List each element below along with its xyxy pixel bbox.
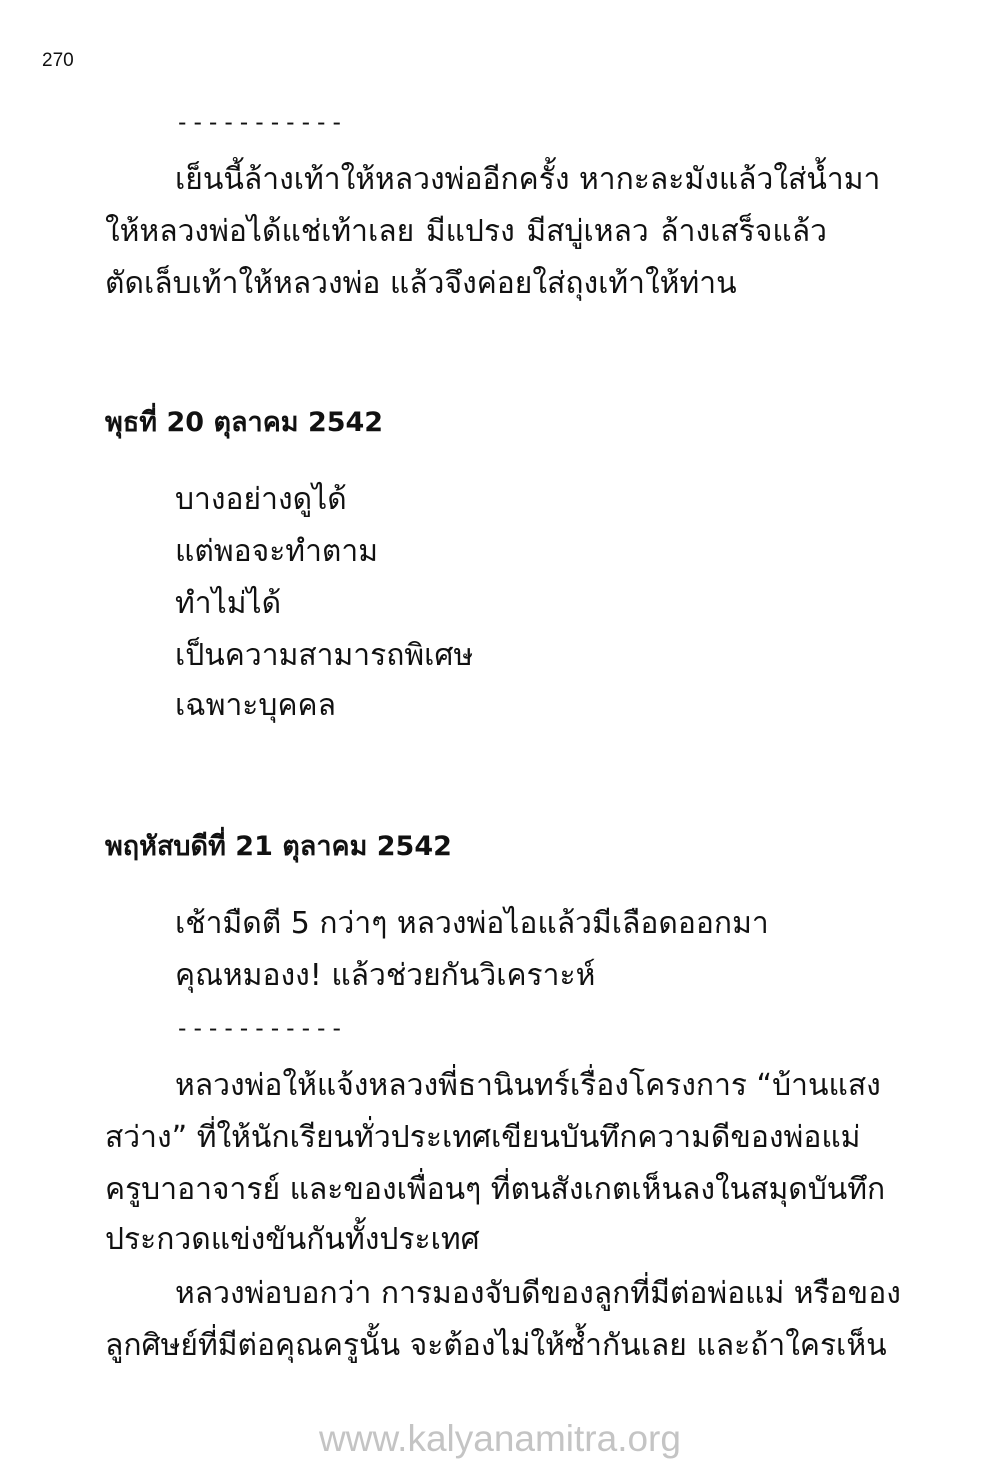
entry-line-1: เช้ามืดตี 5 กว่าๆ หลวงพ่อไอแล้วมีเลือดออกมา <box>175 906 769 941</box>
separator-2: ----------- <box>175 1014 345 1042</box>
page-number: 270 <box>42 50 74 71</box>
website-watermark: www.kalyanamitra.org <box>319 1418 681 1459</box>
para3-line-1: หลวงพ่อให้แจ้งหลวงพี่ธานินทร์เรื่องโครงการ “บ้านแสง <box>175 1068 881 1103</box>
date-heading-2: พฤหัสบดีที่ 21 ตุลาคม 2542 <box>105 831 452 862</box>
para1-line-2: ให้หลวงพ่อได้แช่เท้าเลย มีแปรง มีสบู่เหลว ล้างเสร็จแล้ว <box>105 214 827 249</box>
entry-line-2: คุณหมองง! แล้วช่วยกันวิเคราะห์ <box>175 958 596 993</box>
poem-line-2: แต่พอจะทำตาม <box>175 534 379 569</box>
separator: ----------- <box>175 108 345 136</box>
para1-line-3: ตัดเล็บเท้าให้หลวงพ่อ แล้วจึงค่อยใส่ถุงเท้าให้ท่าน <box>105 266 737 301</box>
para4-line-1: หลวงพ่อบอกว่า การมองจับดีของลูกที่มีต่อพ่อแม่ หรือของ <box>175 1276 901 1311</box>
poem-line-1: บางอย่างดูได้ <box>175 482 347 517</box>
para1-line-1: เย็นนี้ล้างเท้าให้หลวงพ่ออีกครั้ง หากะละมังแล้วใส่น้ำมา <box>175 162 881 197</box>
poem-line-3: ทำไม่ได้ <box>175 586 282 621</box>
para3-line-4: ประกวดแข่งขันกันทั้งประเทศ <box>105 1222 480 1257</box>
para3-line-3: ครูบาอาจารย์ และของเพื่อนๆ ที่ตนสังเกตเห็นลงในสมุดบันทึก <box>105 1172 886 1207</box>
para4-line-2: ลูกศิษย์ที่มีต่อคุณครูนั้น จะต้องไม่ให้ซ้ำกันเลย และถ้าใครเห็น <box>105 1328 887 1363</box>
poem-line-4: เป็นความสามารถพิเศษ <box>175 638 474 673</box>
date-heading-1: พุธที่ 20 ตุลาคม 2542 <box>105 407 384 438</box>
para3-line-2: สว่าง” ที่ให้นักเรียนทั่วประเทศเขียนบันทึกความดีของพ่อแม่ <box>105 1120 861 1155</box>
poem-line-5: เฉพาะบุคคล <box>175 688 336 723</box>
